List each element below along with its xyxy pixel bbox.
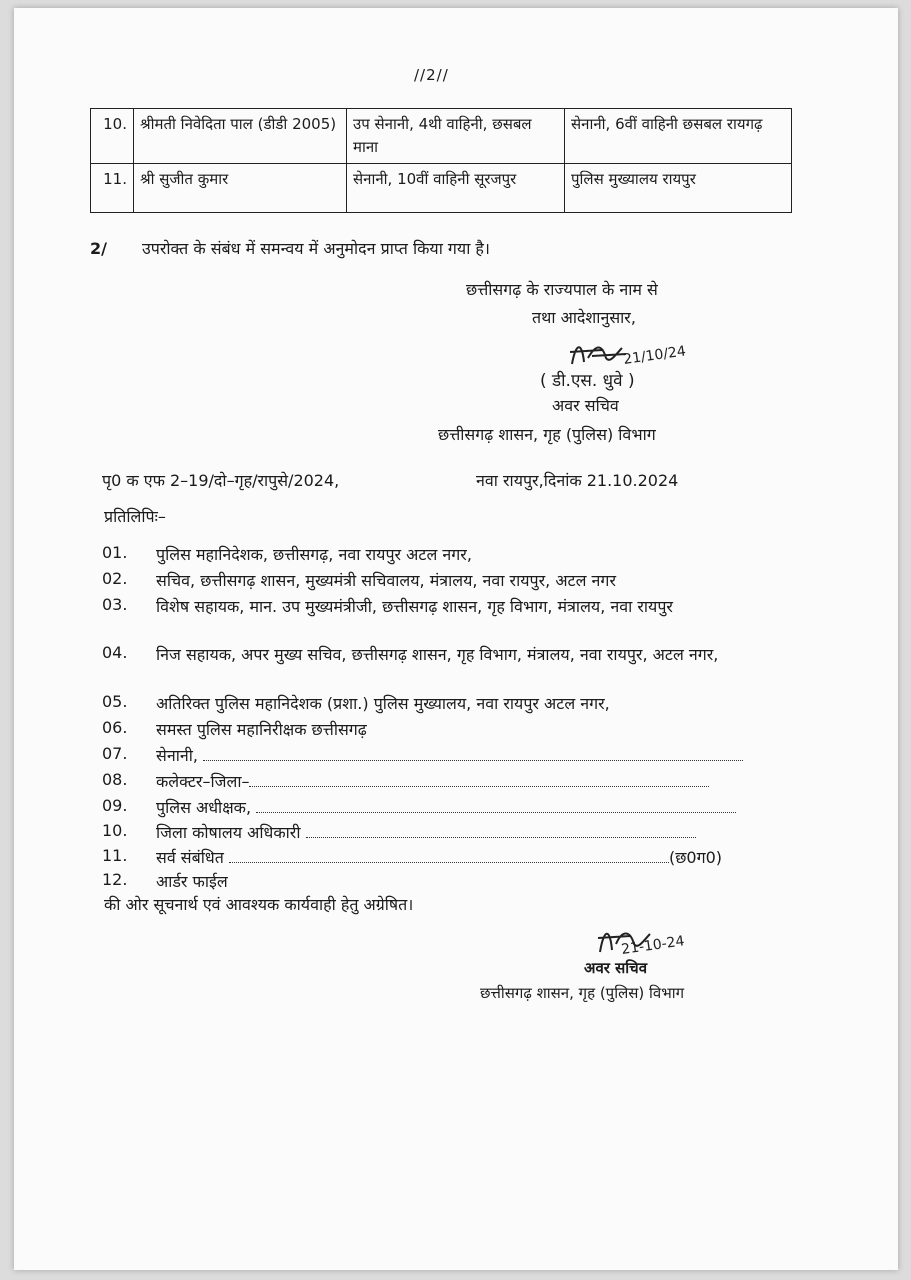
blank-dots: [229, 848, 669, 863]
transfer-table: [90, 108, 792, 213]
paragraph-2: [90, 237, 490, 259]
paragraph-number: 2/: [90, 239, 107, 258]
reference-number: पृ0 क एफ 2–19/दो–गृह/रापुसे/2024,: [102, 471, 340, 490]
new-posting: पुलिस मुख्यालय रायपुर: [565, 164, 792, 213]
authority-line-2: तथा आदेशानुसार,: [532, 308, 636, 327]
signatory-designation-2: अवर सचिव: [584, 959, 648, 977]
copy-header: प्रतिलिपिः–: [104, 507, 166, 526]
new-posting: सेनानी, 6वीं वाहिनी छसबल रायगढ़: [565, 109, 792, 164]
signatory-designation: अवर सचिव: [552, 396, 619, 415]
forwarding-line: की ओर सूचनार्थ एवं आवश्यक कार्यवाही हेतु अग्रेषित।: [104, 895, 414, 914]
signature-image-2: [592, 918, 732, 962]
department-line-1: छत्तीसगढ़ शासन, गृह (पुलिस) विभाग: [438, 425, 656, 444]
current-posting: सेनानी, 10वीं वाहिनी सूरजपुर: [347, 164, 565, 213]
table-row: [91, 109, 792, 164]
blank-dots: [306, 823, 696, 838]
current-posting: उप सेनानी, 4थी वाहिनी, छसबल माना: [347, 109, 565, 164]
blank-dots: [203, 746, 743, 761]
table-row: [91, 164, 792, 213]
place-date: नवा रायपुर,दिनांक 21.10.2024: [476, 471, 679, 490]
blank-dots: [256, 798, 736, 813]
department-line-2: छत्तीसगढ़ शासन, गृह (पुलिस) विभाग: [480, 984, 685, 1002]
paragraph-text: उपरोक्त के संबंध में समन्वय में अनुमोदन प्राप्त किया गया है।: [142, 239, 490, 258]
signature-date-1: 21/10/24: [622, 343, 687, 368]
row-serial: 11.: [91, 164, 134, 213]
signature-date-2: 21-10-24: [620, 933, 686, 958]
document-page: //2// 10. श्रीमती निवेदिता पाल (डीडी 2005) उप सेनानी, 4थी वाहिनी, छसबल माना सेनानी, 6वीं वाहिनी छसबल रायगढ़ 11. श्री सुजीत कुमार सेनानी, 10वीं वाहिनी सूरजपुर पुलिस मुख्यालय रायपुर 2/ उपरोक्त के संबंध में समन्वय में अनुमोदन प्राप्त किया गया है। छत्तीसगढ़ के राज्यपाल के नाम से तथा आदेशानुसार, 21/10/24 ( डी.एस. धुवे ) अवर सचिव छत्तीसगढ़ शासन, गृह (पुलिस) विभाग पृ0 क एफ 2–19/दो–गृह/रापुसे/2024, नवा रायपुर,दिनांक 21.10.2024 प्रतिलिपिः– 01. पुलिस महानिदेशक, छत्तीसगढ़, नवा रायपुर अटल नगर, 02. सचिव, छत्तीसगढ़ शासन, मुख्यमंत्री सचिवालय, मंत्रालय, नवा रायपुर, अटल नगर 03. विशेष सहायक, मान. उप मुख्यमंत्रीजी, छत्तीसगढ़ शासन, गृह विभाग, मंत्रालय, नवा रायपुर 04. निज सहायक, अपर मुख्य सचिव, छत्तीसगढ़ शासन, गृह विभाग, मंत्रालय, नवा रायपुर, अटल नगर, 05. अतिरिक्त पुलिस महानिदेशक (प्रशा.) पुलिस मुख्यालय, नवा रायपुर अटल नगर, 06. समस्त पुलिस महानिरीक्षक छत्तीसगढ़ 07. सेनानी, 08. कलेक्टर–जिला– 09. पुलिस अधीक्षक, 10. जिला कोषालय अधिकारी 11. सर्व संबंधित (छ0ग0) 12. आर्डर फाईल की ओर सूचनार्थ एवं आवश्यक कार्यवाही हेतु अग्रेषित। 21-10-24 अवर सचिव छत्तीसगढ़ शासन, गृह (पुलिस) विभाग: [14, 8, 898, 1270]
authority-line-1: छत्तीसगढ़ के राज्यपाल के नाम से: [466, 280, 658, 299]
page-number: //2//: [414, 66, 449, 84]
officer-name: श्री सुजीत कुमार: [134, 164, 347, 213]
row-serial: 10.: [91, 109, 134, 164]
blank-dots: [249, 772, 709, 787]
officer-name: श्रीमती निवेदिता पाल (डीडी 2005): [134, 109, 347, 164]
signatory-name: ( डी.एस. धुवे ): [540, 371, 635, 391]
